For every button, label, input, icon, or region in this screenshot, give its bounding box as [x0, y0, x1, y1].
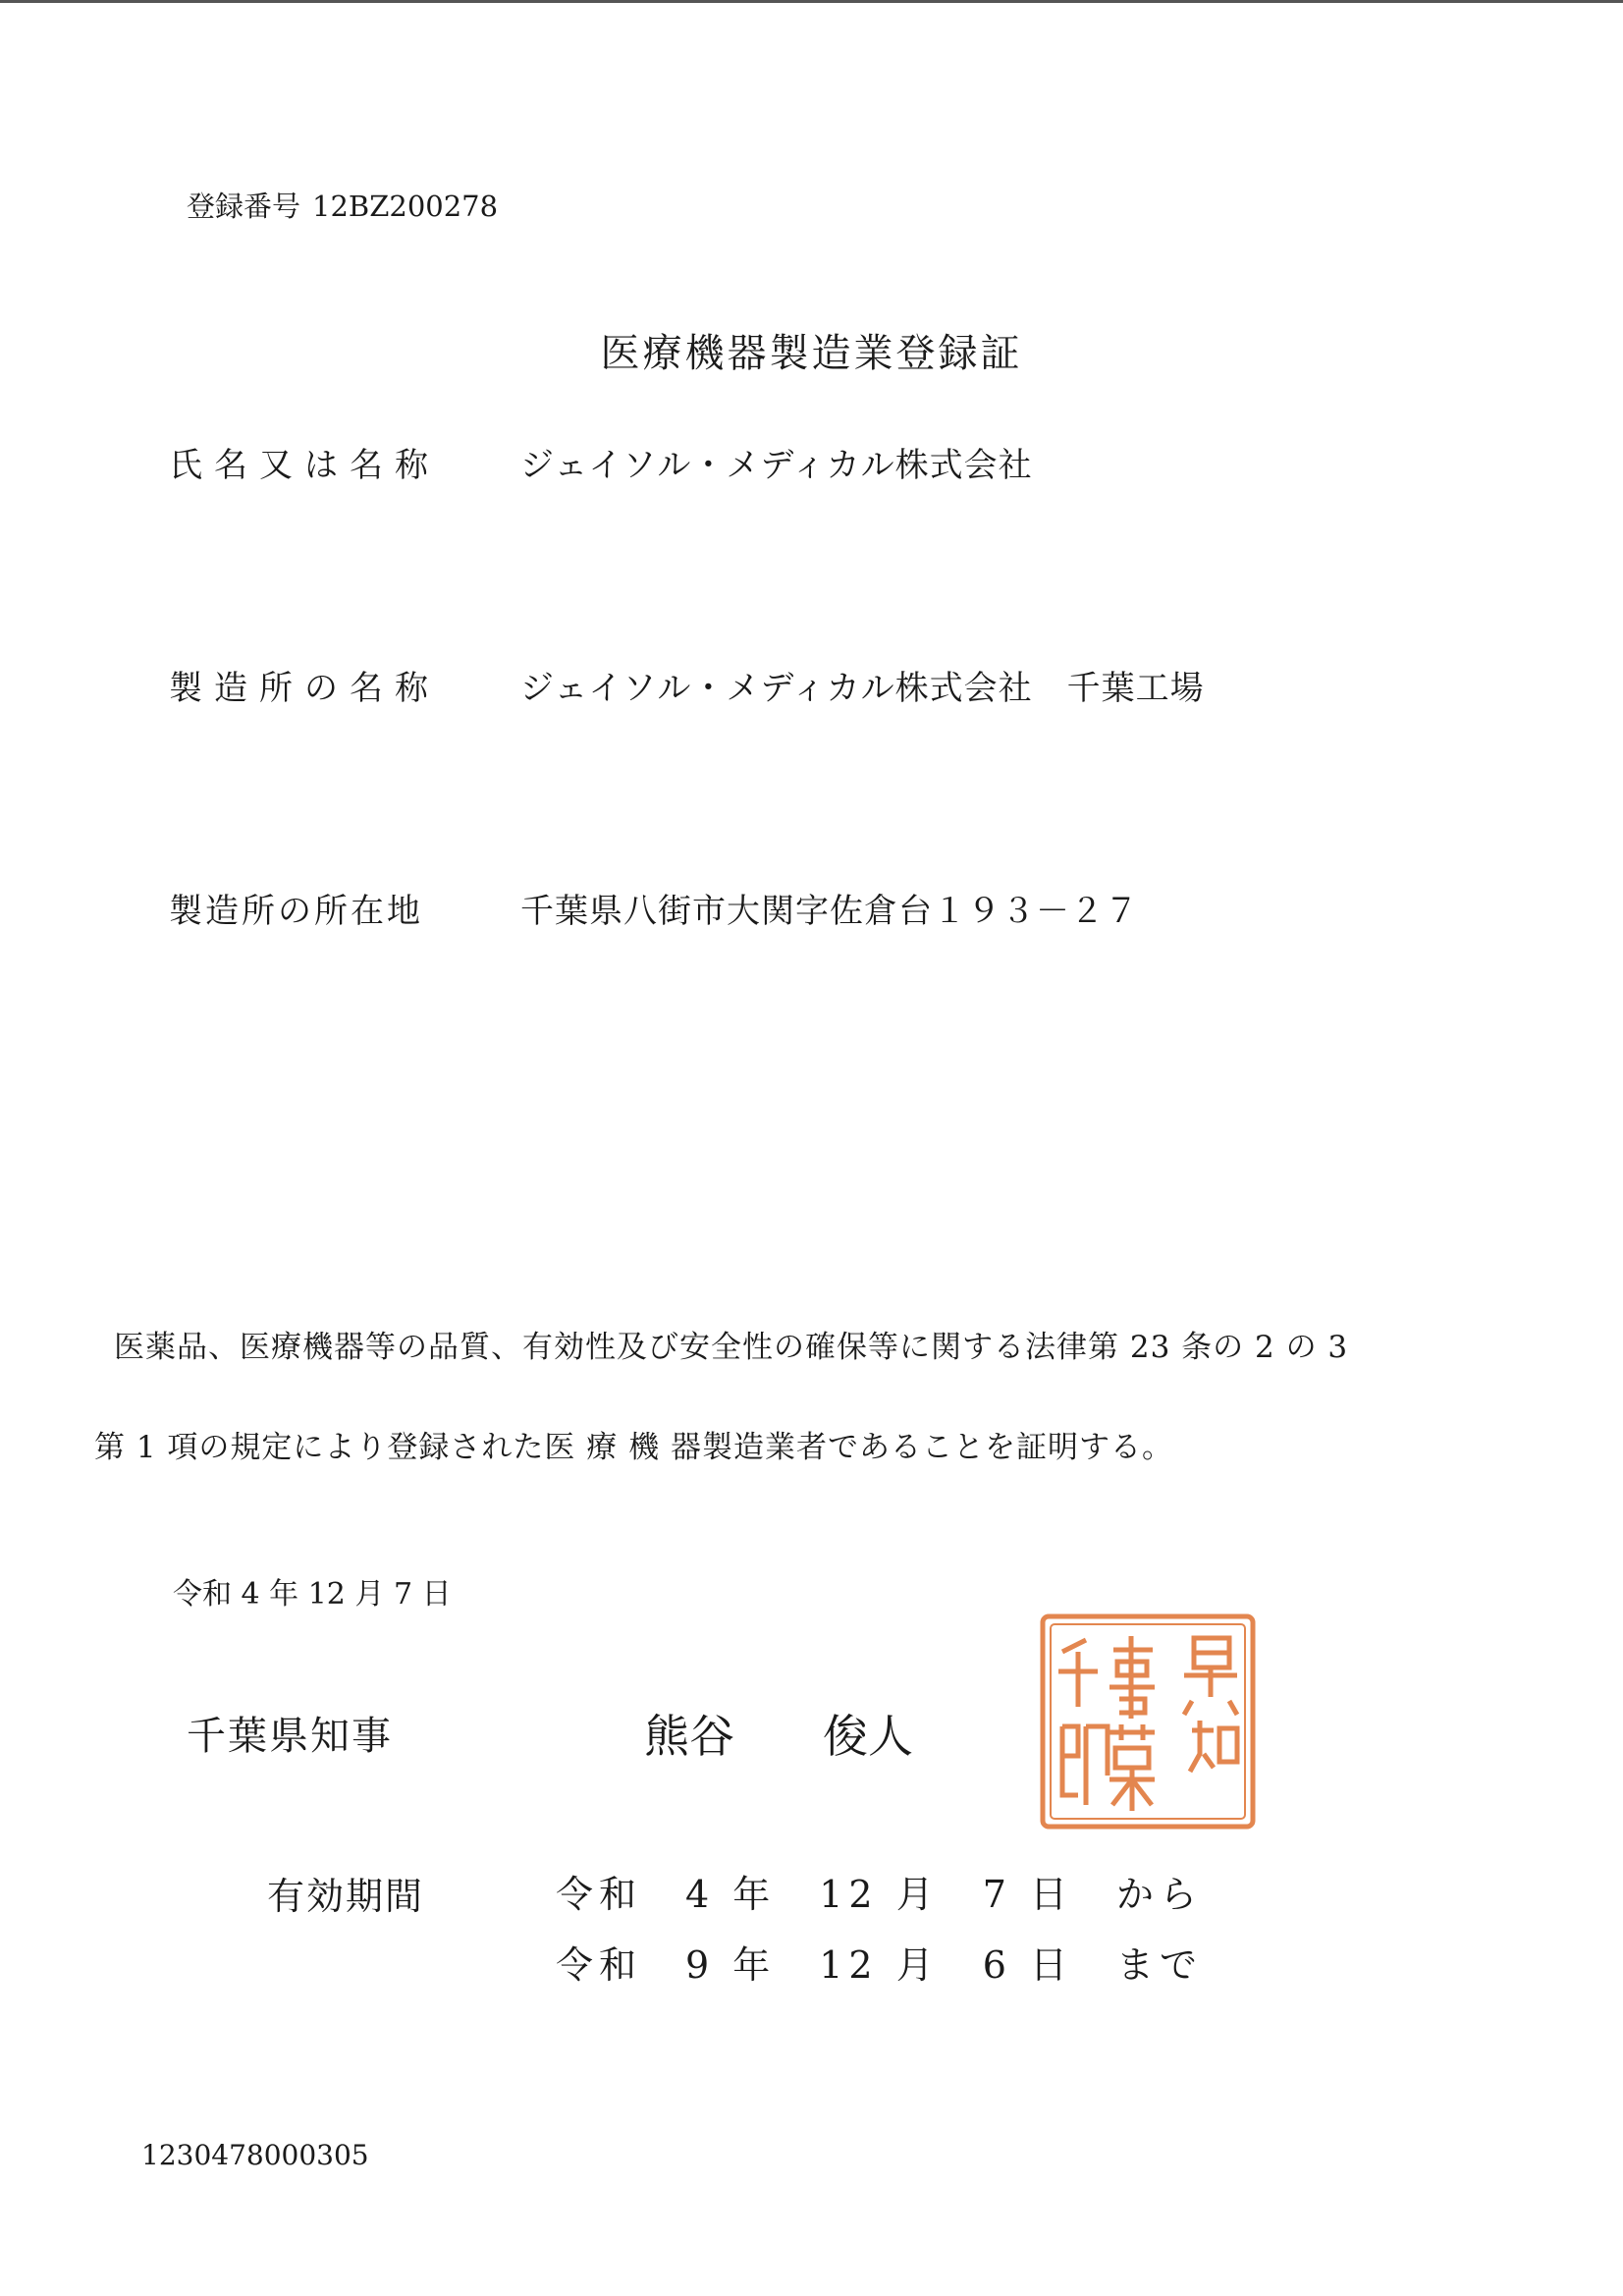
governor-family-name: 熊谷	[644, 1710, 734, 1763]
registration-number: 12BZ200278	[312, 190, 499, 223]
validity-from: 令和 4 年 12 月 7 日 から	[556, 1873, 1203, 1916]
name-label: 氏名又は名称	[169, 446, 440, 485]
facility-value: ジェイソル・メディカル株式会社 千葉工場	[520, 669, 1205, 708]
registration-number-line	[187, 185, 498, 225]
scan-top-edge	[0, 0, 1623, 3]
validity-label: 有効期間	[267, 1875, 425, 1918]
governor-name	[644, 1701, 913, 1766]
name-value: ジェイソル・メディカル株式会社	[520, 446, 1033, 485]
issue-date: 令和 4 年 12 月 7 日	[173, 1577, 452, 1612]
registration-label: 登録番号	[187, 190, 301, 223]
document-code: 1230478000305	[141, 2139, 369, 2171]
governor-given-name: 俊人	[823, 1710, 913, 1763]
certificate-title: 医療機器製造業登録証	[600, 331, 1023, 376]
authority-title: 千葉県知事	[187, 1714, 393, 1759]
statement-line-1: 医薬品、医療機器等の品質、有効性及び安全性の確保等に関する法律第 23 条の 2 の 3	[114, 1330, 1349, 1365]
statement-line-2: 第 1 項の規定により登録された医 療 機 器製造業者であることを証明する。	[94, 1430, 1173, 1465]
official-seal-stamp	[1037, 1611, 1259, 1832]
address-label: 製造所の所在地	[169, 892, 423, 931]
address-value: 千葉県八街市大関字佐倉台１９３－２７	[520, 892, 1139, 931]
validity-to: 令和 9 年 12 月 6 日 まで	[556, 1943, 1203, 1987]
facility-label: 製造所の名称	[169, 669, 440, 708]
